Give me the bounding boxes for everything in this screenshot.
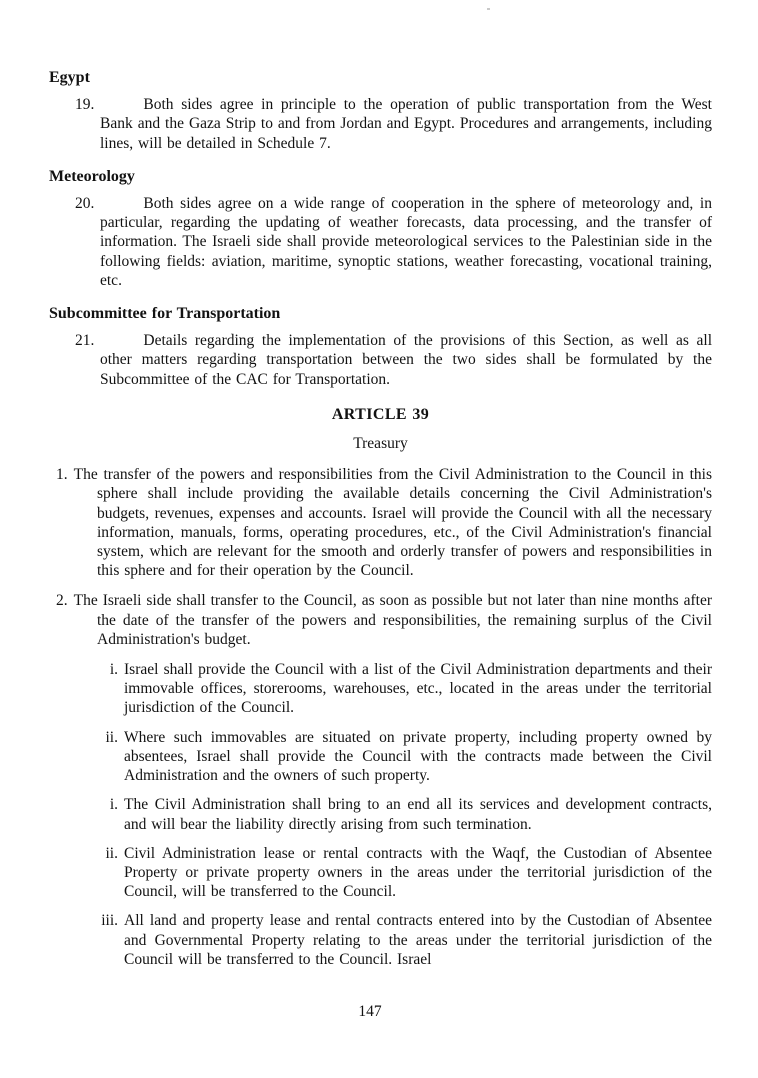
sub-item-i-2-text: The Civil Administration shall bring to an end all its services and development contracts, and will bear the liability directly arising from such termination. xyxy=(124,796,712,833)
page-number: 147 xyxy=(358,1003,382,1020)
sub-item-i-2 xyxy=(98,795,712,833)
sub-item-i-2-marker: i. xyxy=(109,796,118,814)
paragraph-19 xyxy=(75,95,712,153)
section-heading-subcommittee-transportation: Subcommittee for Transportation xyxy=(49,305,281,323)
sub-item-iii-text: All land and property lease and rental contracts entered into by the Custodian of Absentee and Governmental Property relating to the areas under the territorial jurisdiction of the Council will be transferred to the Council. Israel xyxy=(124,912,712,968)
paragraph-19-text: Both sides agree in principle to the operation of public transportation from the West Bank and the Gaza Strip to and from Jordan and Egypt. Procedures and arrangements, including lines, will be detailed in Schedule 7. xyxy=(100,96,712,152)
article-39-heading: ARTICLE 39 xyxy=(331,405,430,423)
paragraph-19-number: 19. xyxy=(75,96,95,114)
article-39-subheading-treasury: Treasury xyxy=(353,435,408,453)
sub-item-iii-marker: iii. xyxy=(101,912,118,930)
paragraph-21-text: Details regarding the implementation of the provisions of this Section, as well as all other matters regarding transportation between the two sides shall be formulated by the Subcommittee of the CAC for Transportation. xyxy=(100,332,712,388)
article-paragraph-2 xyxy=(56,591,712,649)
section-heading-meteorology: Meteorology xyxy=(49,167,135,185)
paragraph-21 xyxy=(75,331,712,389)
sub-item-ii-1-marker: ii. xyxy=(105,728,118,746)
sub-item-ii-2-marker: ii. xyxy=(105,844,118,862)
scan-speck-artifact xyxy=(487,8,490,10)
sub-item-ii-1 xyxy=(98,728,712,786)
sub-item-i-1-text: Israel shall provide the Council with a list of the Civil Administration departments and their immovable offices, storerooms, warehouses, etc., located in the areas under the territorial jurisdiction of the Council. xyxy=(124,661,712,717)
paragraph-20-number: 20. xyxy=(75,195,95,213)
sub-item-iii xyxy=(98,911,712,969)
sub-item-ii-2-text: Civil Administration lease or rental contracts with the Waqf, the Custodian of Absentee Property or private property owners in the areas under the territorial jurisdiction of the Council, will be transferred to the Council. xyxy=(124,844,712,901)
sub-item-ii-1-text: Where such immovables are situated on private property, including property owned by absentees, Israel shall provide the Council with the contracts made between the Civil Administration and the owners of such property. xyxy=(124,728,712,785)
paragraph-20-text: Both sides agree on a wide range of cooperation in the sphere of meteorology and, in particular, regarding the updating of weather forecasts, data processing, and the transfer of information. The Israeli side shall provide meteorological services to the Palestinian side in the following fields: aviation, maritime, synoptic stations, weather forecasting, vocational training, etc. xyxy=(100,195,712,289)
article-paragraph-2-text: The Israeli side shall transfer to the Council, as soon as possible but not later than nine months after the date of the transfer of the powers and responsibilities, the remaining surplus of the Civil Administration's budget. xyxy=(73,592,712,648)
article-paragraph-1 xyxy=(56,465,712,580)
paragraph-21-number: 21. xyxy=(75,332,95,350)
sub-item-ii-2 xyxy=(98,844,712,902)
article-paragraph-2-number: 2. xyxy=(56,592,68,610)
section-heading-egypt: Egypt xyxy=(49,69,90,86)
article-paragraph-1-text: The transfer of the powers and responsibilities from the Civil Administration to the Council in this sphere shall include providing the available details concerning the Civil Administration's budgets, revenues, expenses and accounts. Israel will provide the Council with all the necessary information, manuals, forms, operating procedures, etc., of the Civil Administration's financial system, which are relevant for the smooth and orderly transfer of powers and responsibilities in this sphere and for their operation by the Council. xyxy=(73,466,712,580)
sub-item-i-1 xyxy=(98,660,712,718)
article-paragraph-1-number: 1. xyxy=(56,466,68,484)
paragraph-20 xyxy=(75,194,712,290)
sub-item-i-1-marker: i. xyxy=(109,661,118,679)
